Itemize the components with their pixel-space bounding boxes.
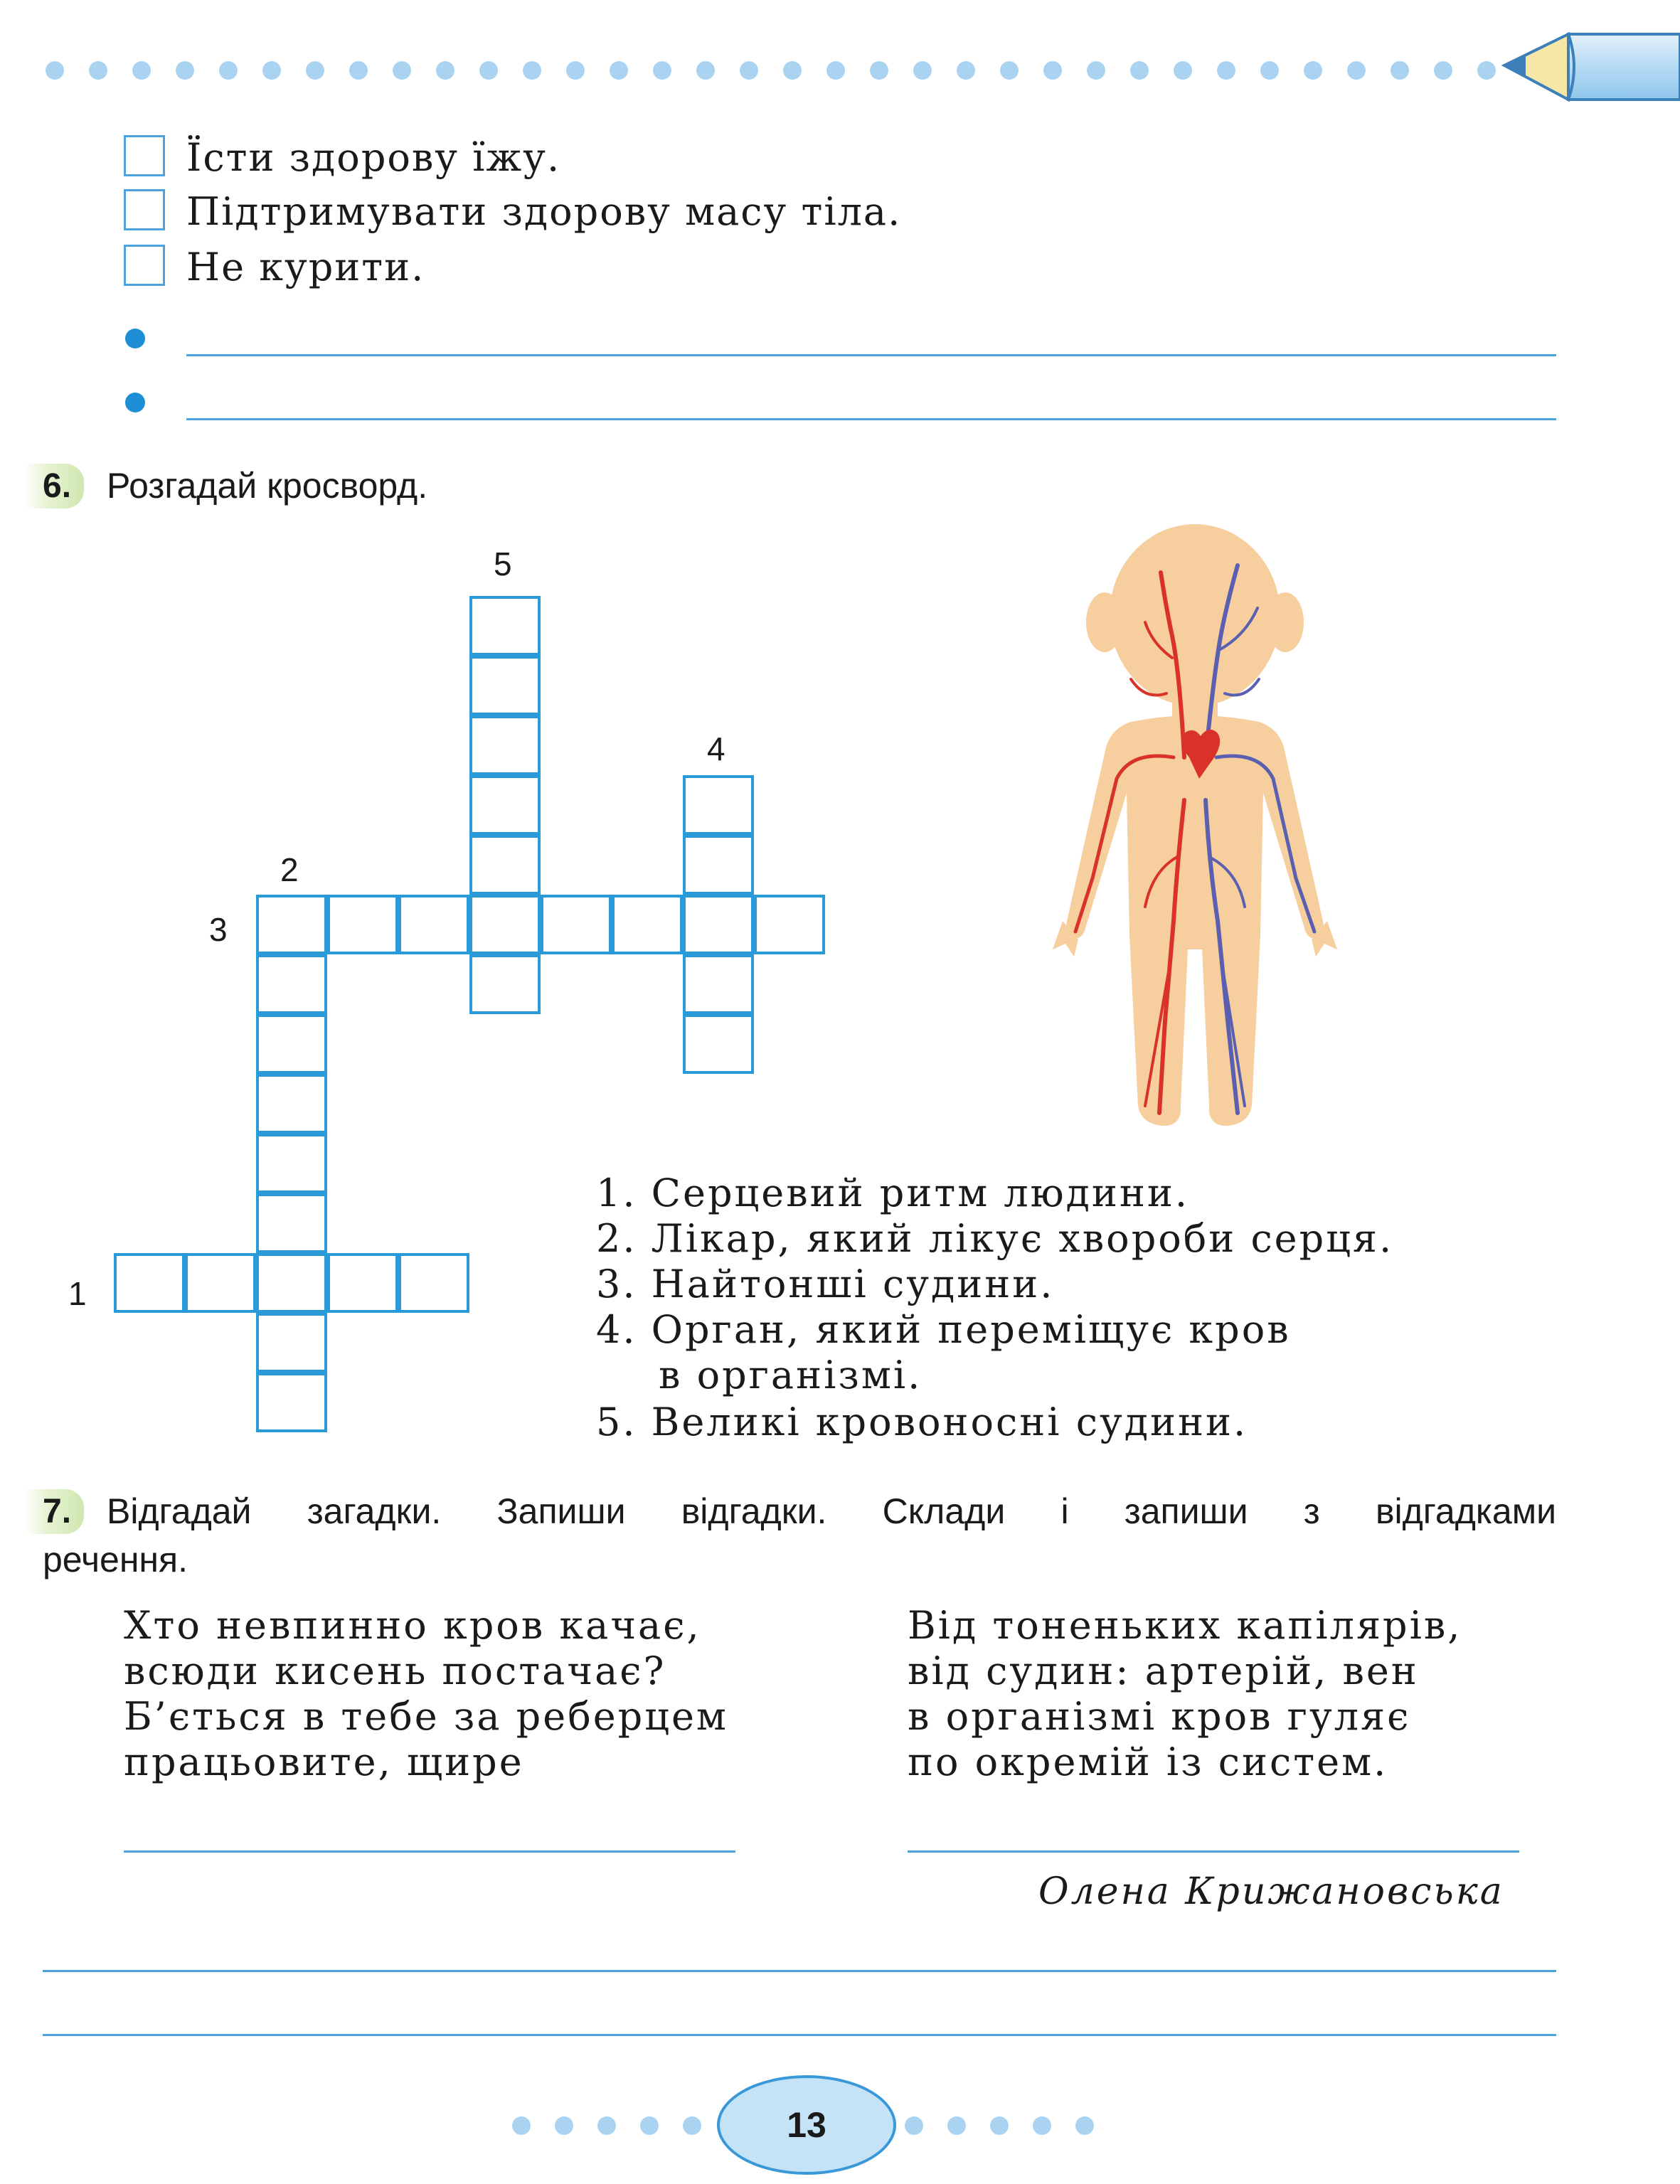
crossword-number-2: 2 [280,851,299,888]
write-line[interactable] [186,354,1556,356]
crossword-cell[interactable] [256,1373,327,1432]
riddle-1-line: Б’ється в тебе за реберцем [124,1694,728,1739]
decorative-dot [479,61,498,80]
decorative-dot [132,61,151,80]
decorative-dot [610,61,628,80]
decorative-dot [990,2116,1009,2135]
decorative-dot [1174,61,1192,80]
crossword-cell[interactable] [256,1014,327,1074]
decorative-dot [1347,61,1366,80]
decorative-dot [1304,61,1322,80]
decorative-dot [683,2116,701,2135]
crossword-number-5: 5 [494,545,512,582]
decorative-dot [1217,61,1235,80]
clue-4: 4. Орган, який переміщує кров [596,1307,1291,1352]
crossword-number-3: 3 [209,911,228,948]
checkbox-3[interactable] [124,245,165,286]
crossword-cell[interactable] [469,895,541,954]
crossword-cell[interactable] [683,954,754,1014]
crossword-number-1: 1 [68,1275,87,1312]
circulatory-system-child-icon [1031,523,1359,1134]
checklist-item-2: Підтримувати здорову масу тіла. [186,189,902,234]
clue-4-cont: в організмі. [659,1353,923,1397]
crossword-cell[interactable] [469,596,541,656]
decorative-dot [1043,61,1062,80]
task-6-instruction: Розгадай кросворд. [107,466,428,506]
clue-3: 3. Найтонші судини. [596,1262,1055,1306]
page-number: 13 [717,2075,896,2175]
task-number-7: 7. [24,1489,84,1534]
decorative-dot [349,61,368,80]
crossword-number-4: 4 [707,730,725,767]
crossword-cell[interactable] [327,895,398,954]
decorative-dot [1033,2116,1051,2135]
crossword-cell[interactable] [541,895,612,954]
decorative-dot [512,2116,531,2135]
bullet-dot [125,393,145,412]
crossword-cell[interactable] [327,1253,398,1313]
write-line[interactable] [186,418,1556,420]
decorative-dot [306,61,324,80]
crossword-cell[interactable] [469,715,541,775]
crossword-cell[interactable] [256,895,327,954]
decorative-dot [783,61,802,80]
decorative-dot [947,2116,966,2135]
riddle-2-line: від судин: артерій, вен [908,1648,1419,1693]
riddle-2 [908,1603,1462,1785]
riddle-1-line: всюди кисень постачає? [124,1648,666,1693]
decorative-dot [393,61,411,80]
decorative-dot [555,2116,573,2135]
decorative-dot [219,61,238,80]
decorative-dot [89,61,107,80]
crossword-cell[interactable] [754,895,825,954]
poem-author: Олена Крижановська [1038,1870,1504,1913]
decorative-dot [1130,61,1149,80]
riddle-2-line: по окремій із систем. [908,1740,1388,1784]
crossword-cell[interactable] [683,1014,754,1074]
crossword-cell[interactable] [114,1253,185,1313]
decorative-dot [1434,61,1452,80]
crossword-cell[interactable] [398,1253,469,1313]
riddle-1-line: Хто невпинно кров качає, [124,1603,701,1648]
crossword-cell[interactable] [612,895,683,954]
task-number-6: 6. [24,464,84,508]
checklist-item-3: Не курити. [186,245,425,289]
crossword-cell[interactable] [398,895,469,954]
decorative-dot [740,61,758,80]
decorative-dot [826,61,845,80]
crossword-cell[interactable] [469,775,541,835]
decorative-dot [1075,2116,1094,2135]
decorative-dot [436,61,454,80]
clue-1: 1. Серцевий ритм людини. [596,1171,1190,1215]
task-7-instruction: Відгадай загадки. Запиши відгадки. Склади і запиши з відгадками [107,1491,1556,1531]
decorative-dot [1391,61,1409,80]
task-7-instruction-cont: речення. [43,1540,188,1580]
crossword-cell[interactable] [469,835,541,895]
decorative-dot [523,61,541,80]
decorative-dot [1000,61,1019,80]
crossword-cell[interactable] [256,1253,327,1313]
crossword-cell[interactable] [256,1313,327,1373]
answer-line-2[interactable] [908,1850,1519,1853]
decorative-dot [870,61,888,80]
riddle-1-line: працьовите, щире [124,1740,524,1784]
riddle-2-line: Від тоненьких капілярів, [908,1603,1462,1648]
crossword-cell[interactable] [469,656,541,715]
crossword-cell[interactable] [256,1074,327,1134]
decorative-dot [597,2116,616,2135]
crossword-cell[interactable] [683,835,754,895]
decorative-dot [653,61,671,80]
sentence-line-2[interactable] [43,2034,1556,2036]
decorative-dot [640,2116,659,2135]
crossword-cell[interactable] [185,1253,256,1313]
decorative-dot [1260,61,1279,80]
crossword-cell[interactable] [256,1134,327,1193]
clue-5: 5. Великі кровоносні судини. [596,1400,1248,1444]
decorative-dot [262,61,281,80]
decorative-dot [176,61,194,80]
sentence-line-1[interactable] [43,1970,1556,1972]
checkbox-1[interactable] [124,135,165,176]
crossword-cell[interactable] [256,1193,327,1253]
decorative-dot [696,61,715,80]
riddle-1 [124,1603,728,1785]
crossword-cell[interactable] [683,895,754,954]
decorative-dot [905,2116,923,2135]
decorative-dot [566,61,585,80]
riddle-2-line: в організмі кров гуляє [908,1694,1411,1739]
checklist-item-1: Їсти здорову їжу. [186,135,561,180]
decorative-dot [46,61,64,80]
answer-line-1[interactable] [124,1850,735,1853]
decorative-dot [1087,61,1105,80]
clue-2: 2. Лікар, який лікує хвороби серця. [596,1216,1394,1261]
crossword-cell[interactable] [256,954,327,1014]
bullet-dot [125,329,145,348]
crossword-cell[interactable] [469,954,541,1014]
crossword-cell[interactable] [683,775,754,835]
checkbox-2[interactable] [124,189,165,230]
pencil-icon [1490,28,1680,107]
decorative-dot [957,61,975,80]
decorative-dot [913,61,932,80]
